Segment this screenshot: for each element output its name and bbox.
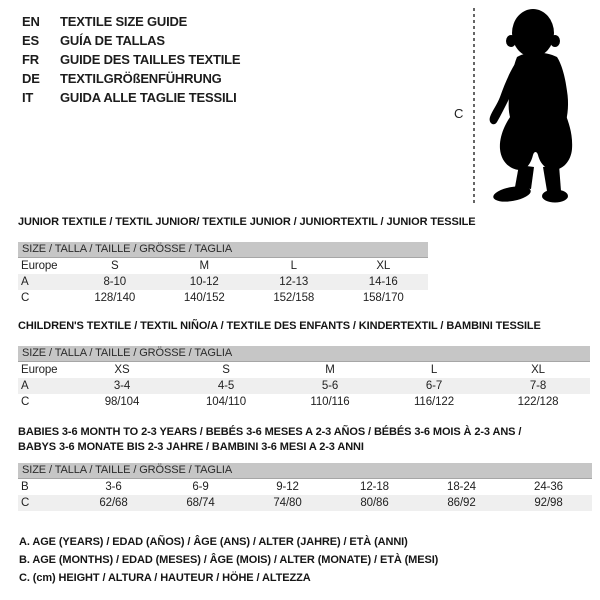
row-label: Europe xyxy=(21,364,58,376)
babies-size-table xyxy=(18,463,592,511)
babies-section xyxy=(18,425,592,511)
language-code: DE xyxy=(22,71,40,86)
table-row xyxy=(18,274,428,290)
footnote-a: A. AGE (YEARS) / EDAD (AÑOS) / ÂGE (ANS) / ALTER (JAHRE) / ETÀ (ANNI) xyxy=(19,536,408,548)
size-header-bar: SIZE / TALLA / TAILLE / GRÖSSE / TAGLIA xyxy=(18,463,592,479)
language-label: TEXTILE SIZE GUIDE xyxy=(60,14,188,29)
value-cell: 6-9 xyxy=(192,481,209,493)
children-section-title: CHILDREN'S TEXTILE / TEXTIL NIÑO/A / TEXTILE DES ENFANTS / KINDERTEXTIL / BAMBINI TESSILE xyxy=(18,320,541,332)
value-cell: 3-4 xyxy=(113,380,131,392)
value-cell: 24-36 xyxy=(534,481,563,493)
value-cell: 6-7 xyxy=(425,380,443,392)
row-label: C xyxy=(21,396,30,408)
footnote-b: B. AGE (MONTHS) / EDAD (MESES) / ÂGE (MOIS) / ALTER (MONATE) / ETÀ (MESI) xyxy=(19,554,439,566)
height-measure-dashed-line xyxy=(473,8,475,206)
value-cell: 9-12 xyxy=(276,481,299,493)
table-row xyxy=(18,394,590,410)
junior-size-table xyxy=(18,242,428,306)
table-row xyxy=(18,362,590,378)
value-cell: 86/92 xyxy=(447,497,476,509)
language-code: ES xyxy=(22,33,39,48)
size-cell: XL xyxy=(531,364,545,376)
table-row xyxy=(18,290,428,306)
size-header-bar: SIZE / TALLA / TAILLE / GRÖSSE / TAGLIA xyxy=(18,346,590,362)
value-cell: 68/74 xyxy=(186,497,215,509)
size-header-bar: SIZE / TALLA / TAILLE / GRÖSSE / TAGLIA xyxy=(18,242,428,258)
row-label: B xyxy=(21,481,29,493)
table-row xyxy=(18,258,428,274)
value-cell: 110/116 xyxy=(310,396,350,408)
language-label: GUIDE DES TAILLES TEXTILE xyxy=(60,52,241,67)
value-cell: 98/104 xyxy=(104,396,140,408)
value-cell: 62/68 xyxy=(99,497,128,509)
value-cell: 18-24 xyxy=(447,481,476,493)
size-cell: L xyxy=(290,260,297,272)
value-cell: 4-5 xyxy=(217,380,235,392)
table-row xyxy=(18,495,592,511)
language-label: GUIDA ALLE TAGLIE TESSILI xyxy=(60,90,237,105)
value-cell: 122/128 xyxy=(517,396,559,408)
value-cell: 140/152 xyxy=(183,292,225,304)
value-cell: 10-12 xyxy=(189,276,219,288)
junior-section xyxy=(18,216,592,306)
size-cell: XL xyxy=(376,260,391,272)
baby-silhouette-icon xyxy=(487,5,593,207)
value-cell: 74/80 xyxy=(273,497,302,509)
language-row-fr xyxy=(22,50,240,69)
size-cell: S xyxy=(222,364,230,376)
value-cell: 158/170 xyxy=(362,292,404,304)
language-row-en xyxy=(22,12,240,31)
row-label: Europe xyxy=(21,260,58,272)
value-cell: 80/86 xyxy=(360,497,389,509)
language-code: IT xyxy=(22,90,34,105)
row-label: C xyxy=(21,292,30,304)
table-row xyxy=(18,479,592,495)
row-label: C xyxy=(21,497,30,509)
value-cell: 7-8 xyxy=(529,380,547,392)
junior-section-title: JUNIOR TEXTILE / TEXTIL JUNIOR/ TEXTILE JUNIOR / JUNIORTEXTIL / JUNIOR TESSILE xyxy=(18,216,476,228)
language-code: FR xyxy=(22,52,39,67)
footnotes xyxy=(19,533,438,587)
babies-section-title-line1: BABIES 3-6 MONTH TO 2-3 YEARS / BEBÉS 3-6 MESES A 2-3 AÑOS / BÉBÉS 3-6 MOIS À 2-3 ANS / xyxy=(18,426,522,438)
size-cell: M xyxy=(325,364,335,376)
value-cell: 3-6 xyxy=(105,481,122,493)
value-cell: 92/98 xyxy=(534,497,563,509)
value-cell: 128/140 xyxy=(94,292,136,304)
table-row xyxy=(18,378,590,394)
language-row-de xyxy=(22,69,240,88)
size-cell: XS xyxy=(114,364,130,376)
value-cell: 12-13 xyxy=(279,276,309,288)
language-label: GUÍA DE TALLAS xyxy=(60,33,165,48)
language-row-it xyxy=(22,88,240,107)
value-cell: 8-10 xyxy=(103,276,127,288)
language-code: EN xyxy=(22,14,40,29)
size-cell: L xyxy=(430,364,438,376)
size-cell: M xyxy=(199,260,209,272)
babies-section-title-line2: BABYS 3-6 MONATE BIS 2-3 JAHRE / BAMBINI 3-6 MESI A 2-3 ANNI xyxy=(18,441,364,453)
value-cell: 152/158 xyxy=(273,292,315,304)
size-cell: S xyxy=(110,260,119,272)
row-label: A xyxy=(21,276,29,288)
language-row-es xyxy=(22,31,240,50)
value-cell: 12-18 xyxy=(360,481,389,493)
footnote-c: C. (cm) HEIGHT / ALTURA / HAUTEUR / HÖHE / ALTEZZA xyxy=(19,572,311,584)
value-cell: 104/110 xyxy=(205,396,247,408)
height-measure-label: C xyxy=(454,106,464,121)
value-cell: 14-16 xyxy=(368,276,398,288)
value-cell: 5-6 xyxy=(321,380,339,392)
language-label: TEXTILGRÖßENFÜHRUNG xyxy=(60,71,222,86)
value-cell: 116/122 xyxy=(413,396,455,408)
row-label: A xyxy=(21,380,29,392)
children-section xyxy=(18,320,592,410)
language-list xyxy=(22,12,240,107)
children-size-table xyxy=(18,346,590,410)
